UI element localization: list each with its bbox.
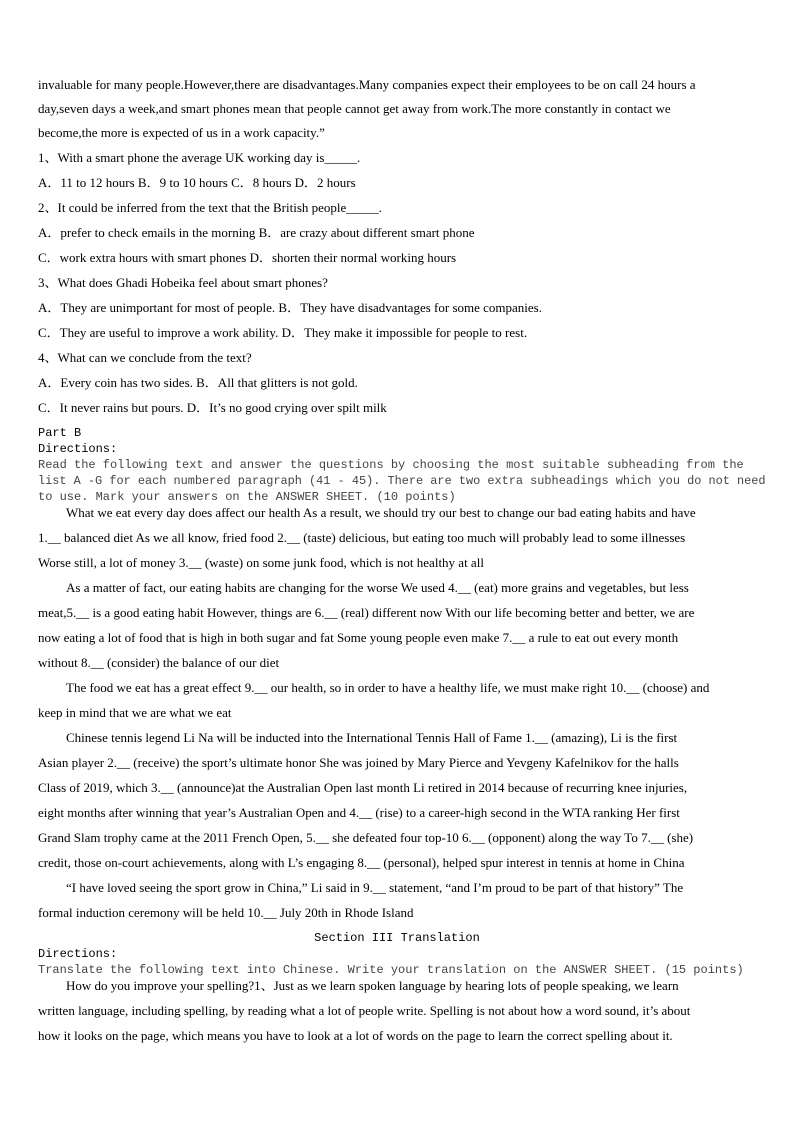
passage-line: without 8.__ (consider) the balance of our diet	[38, 655, 280, 670]
passage-line: What we eat every day does affect our health As a result, we should try our best to change our bad eating habits and have	[66, 505, 696, 520]
question-options: A．11 to 12 hours B．9 to 10 hours C．8 hours D．2 hours	[38, 175, 356, 190]
question-stem: 4、What can we conclude from the text?	[38, 350, 252, 365]
question-options: C．work extra hours with smart phones D．shorten their normal working hours	[38, 250, 457, 265]
passage-line: formal induction ceremony will be held 10.__ July 20th in Rhode Island	[38, 905, 414, 920]
passage-line: The food we eat has a great effect 9.__ our health, so in order to have a healthy life, we must make right 10.__ (choose) and	[66, 680, 710, 695]
passage-line: Grand Slam trophy came at the 2011 French Open, 5.__ she defeated four top-10 6.__ (opponent) along the way To 7.__ (she)	[38, 830, 694, 845]
question-options: C．It never rains but pours. D．It’s no good crying over spilt milk	[38, 400, 387, 415]
section-title: Section III Translation	[314, 931, 480, 945]
passage-line: credit, those on-court achievements, along with L’s engaging 8.__ (personal), helped spur interest in tennis at home in China	[38, 855, 685, 870]
part-b-heading: Part B	[38, 426, 82, 440]
question-stem: 3、What does Ghadi Hobeika feel about smart phones?	[38, 275, 328, 290]
question-stem: 2、It could be inferred from the text that the British people_____.	[38, 200, 383, 215]
passage-line: become,the more is expected of us in a work capacity.”	[38, 125, 325, 140]
passage-line: How do you improve your spelling?1、Just as we learn spoken language by hearing lots of people speaking, we learn	[66, 978, 679, 993]
passage-line: Asian player 2.__ (receive) the sport’s ultimate honor She was joined by Mary Pierce and Yevgeny Kafelnikov for the halls	[38, 755, 679, 770]
passage-line: eight months after winning that year’s Australian Open and 4.__ (rise) to a career-high second in the WTA ranking Her first	[38, 805, 680, 820]
passage-line: As a matter of fact, our eating habits are changing for the worse We used 4.__ (eat) more grains and vegetables, but less	[66, 580, 689, 595]
passage-line: invaluable for many people.However,there are disadvantages.Many companies expect their employees to be on call 24 hours a	[38, 77, 696, 92]
part-b-directions: Read the following text and answer the questions by choosing the most suitable subheading from the	[38, 458, 744, 472]
passage-line: Worse still, a lot of money 3.__ (waste) on some junk food, which is not healthy at all	[38, 555, 484, 570]
question-options: C．They are useful to improve a work ability. D．They make it impossible for people to rest.	[38, 325, 528, 340]
passage-line: now eating a lot of food that is high in both sugar and fat Some young people even make 7.__ a rule to eat out every month	[38, 630, 679, 645]
question-options: A．Every coin has two sides. B．All that glitters is not gold.	[38, 375, 358, 390]
passage-line: written language, including spelling, by reading what a lot of people write. Spelling is not about how a word sound, it’s about	[38, 1003, 691, 1018]
passage-line: keep in mind that we are what we eat	[38, 705, 232, 720]
part-b-directions-label: Directions:	[38, 442, 118, 456]
part-b-directions: list A -G for each numbered paragraph (41 - 45). There are two extra subheadings which you do not need	[38, 474, 766, 488]
question-options: A．They are unimportant for most of people. B．They have disadvantages for some companies.	[38, 300, 542, 315]
part-b-directions: to use. Mark your answers on the ANSWER SHEET. (10 points)	[38, 490, 456, 504]
passage-line: day,seven days a week,and smart phones mean that people cannot get away from work.The more constantly in contact we	[38, 101, 671, 116]
passage-line: how it looks on the page, which means you have to look at a lot of words on the page to learn the correct spelling about it.	[38, 1028, 673, 1043]
passage-line: Chinese tennis legend Li Na will be inducted into the International Tennis Hall of Fame 1.__ (amazing), Li is the first	[66, 730, 678, 745]
passage-line: 1.__ balanced diet As we all know, fried food 2.__ (taste) delicious, but eating too much will probably lead to some illnesses	[38, 530, 686, 545]
section-directions: Translate the following text into Chinese. Write your translation on the ANSWER SHEET. (15 points)	[38, 963, 744, 977]
question-stem: 1、With a smart phone the average UK working day is_____.	[38, 150, 361, 165]
passage-line: “I have loved seeing the sport grow in China,” Li said in 9.__ statement, “and I’m proud to be part of that history” The	[66, 880, 684, 895]
question-options: A．prefer to check emails in the morning B．are crazy about different smart phone	[38, 225, 475, 240]
passage-line: Class of 2019, which 3.__ (announce)at the Australian Open last month Li retired in 2014 because of recurring knee injuries,	[38, 780, 688, 795]
passage-line: meat,5.__ is a good eating habit However, things are 6.__ (real) different now With our life becoming better and better, we are	[38, 605, 695, 620]
section-directions-label: Directions:	[38, 947, 118, 961]
